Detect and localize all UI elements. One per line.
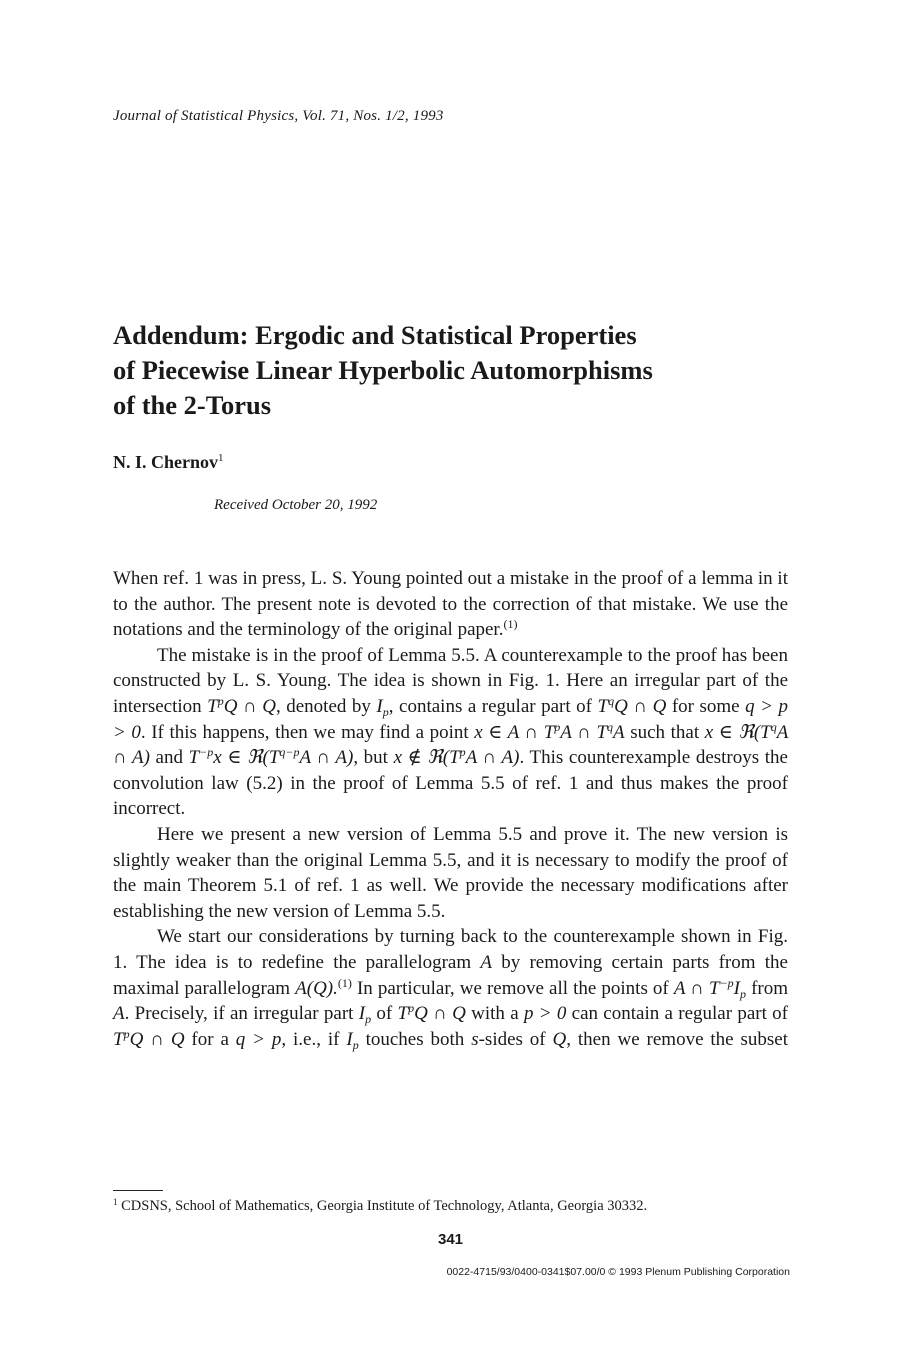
paragraph-2: The mistake is in the proof of Lemma 5.5. A counterexample to the proof has been constructed by L. S. Young. The idea is shown in Fig. 1. Here an irregular part of the intersection $T^pQ$ ∩ Q, denoted by $I_p$, contains a regular part of $T^qQ$ ∩ Q for some q > p > 0. If this happens, then we may find a point x ∈ A ∩ $T^pA$ ∩ $T^qA$ such that x ∈ $ℜ(T^qA$ ∩ A) and $T^{-p}x$ ∈ $ℜ(T^{q-p}A$ ∩ A), but x ∉ $ℜ(T^pA$ ∩ A). This counterexample destroys the convolution law (5.2) in the proof of Lemma 5.5 of ref. 1 and thus makes the proof incorrect. xyxy=(113,644,789,820)
title-line: Addendum: Ergodic and Statistical Properties xyxy=(113,320,637,350)
footnote-text: CDSNS, School of Mathematics, Georgia Institute of Technology, Atlanta, Georgia 30332. xyxy=(121,1198,648,1214)
math-x-in-A-TpA-TqA: x ∈ A ∩ $T^pA$ ∩ $T^qA$ xyxy=(474,719,625,743)
math-Ip: $I_p$ xyxy=(376,695,389,719)
math-TqQ-cap-Q: $T^qQ$ ∩ Q xyxy=(597,693,667,717)
reference-mark: (1) xyxy=(503,617,518,632)
math-A-cap-T-negp-Ip: A ∩ $T^{-p}I_p$ xyxy=(673,975,746,1001)
math-p-gt-0: p > 0 xyxy=(523,1003,567,1025)
footnote-mark: 1 xyxy=(113,1197,118,1207)
paragraph-1: When ref. 1 was in press, L. S. Young pointed out a mistake in the proof of a lemma in it to the author. The present note is devoted to the correction of that mistake. We use the notations and the terminology of the original paper.$^{(1)}$ xyxy=(113,568,788,641)
received-date: Received October 20, 1992 xyxy=(214,497,378,513)
math-q-gt-p: q > p xyxy=(235,1028,282,1050)
math-Ip: $I_p$ xyxy=(346,1028,359,1052)
math-q-gt-p-gt-0: q > p > 0 xyxy=(113,695,788,743)
page-number: 341 xyxy=(437,1231,464,1248)
title-line: of Piecewise Linear Hyperbolic Automorphisms xyxy=(113,355,653,385)
footnote-rule xyxy=(113,1190,163,1191)
author xyxy=(113,452,224,473)
paper-title xyxy=(113,318,833,423)
footnote xyxy=(113,1197,793,1215)
paragraph-4: We start our considerations by turning back to the counterexample shown in Fig. 1. The idea is to redefine the parallelogram A by removing certain parts from the maximal parallelogram A(Q).$^{(1)}$ In particular, we remove all the points of A ∩ $T^{-p}I_p$ from A. Precisely, if an irregular part $I_p$ of $T^pQ$ ∩ Q with a p > 0 can contain a regular part of $T^pQ$ ∩ Q for a q > p, i.e., if $I_p$ touches both s-sides of Q, then we remove the subset xyxy=(113,926,789,1052)
math-TpQ-cap-Q: $T^pQ$ ∩ Q xyxy=(207,693,276,717)
math-Ip: $I_p$ xyxy=(358,1003,372,1027)
math-TpQ-cap-Q: $T^pQ$ ∩ Q xyxy=(113,1026,185,1050)
title-line: of the 2-Torus xyxy=(113,390,272,420)
math-TpQ-cap-Q: $T^pQ$ ∩ Q xyxy=(397,1001,466,1025)
journal-citation: Journal of Statistical Physics, Vol. 71, Nos. 1/2, 1993 xyxy=(113,108,444,124)
author-footnote-mark: 1 xyxy=(218,452,224,464)
reference-mark: (1) xyxy=(337,975,352,990)
math-x-notin-R-TpA-A: x ∉ $ℜ(T^pA$ ∩ A) xyxy=(393,745,520,769)
author-name: N. I. Chernov xyxy=(113,452,219,472)
copyright-line: 0022-4715/93/0400-0341$07.00/0 © 1993 Plenum Publishing Corporation xyxy=(446,1266,790,1278)
math-x-in-R-TqA-A: x ∈ $ℜ(T^qA$ ∩ A) xyxy=(113,719,789,769)
paragraph-3: Here we present a new version of Lemma 5.5 and prove it. The new version is slightly weaker than the original Lemma 5.5, and it is necessary to modify the proof of the main Theorem 5.1 of ref. 1 as well. We provide the necessary modifications after establishing the new version of Lemma 5.5. xyxy=(113,823,788,922)
math-T-negp-x-in-R: $T^{-p}x$ ∈ $ℜ(T^{q-p}A$ ∩ A) xyxy=(188,745,354,769)
math-AQ: A(Q). xyxy=(295,977,338,999)
body-text xyxy=(113,566,788,1052)
